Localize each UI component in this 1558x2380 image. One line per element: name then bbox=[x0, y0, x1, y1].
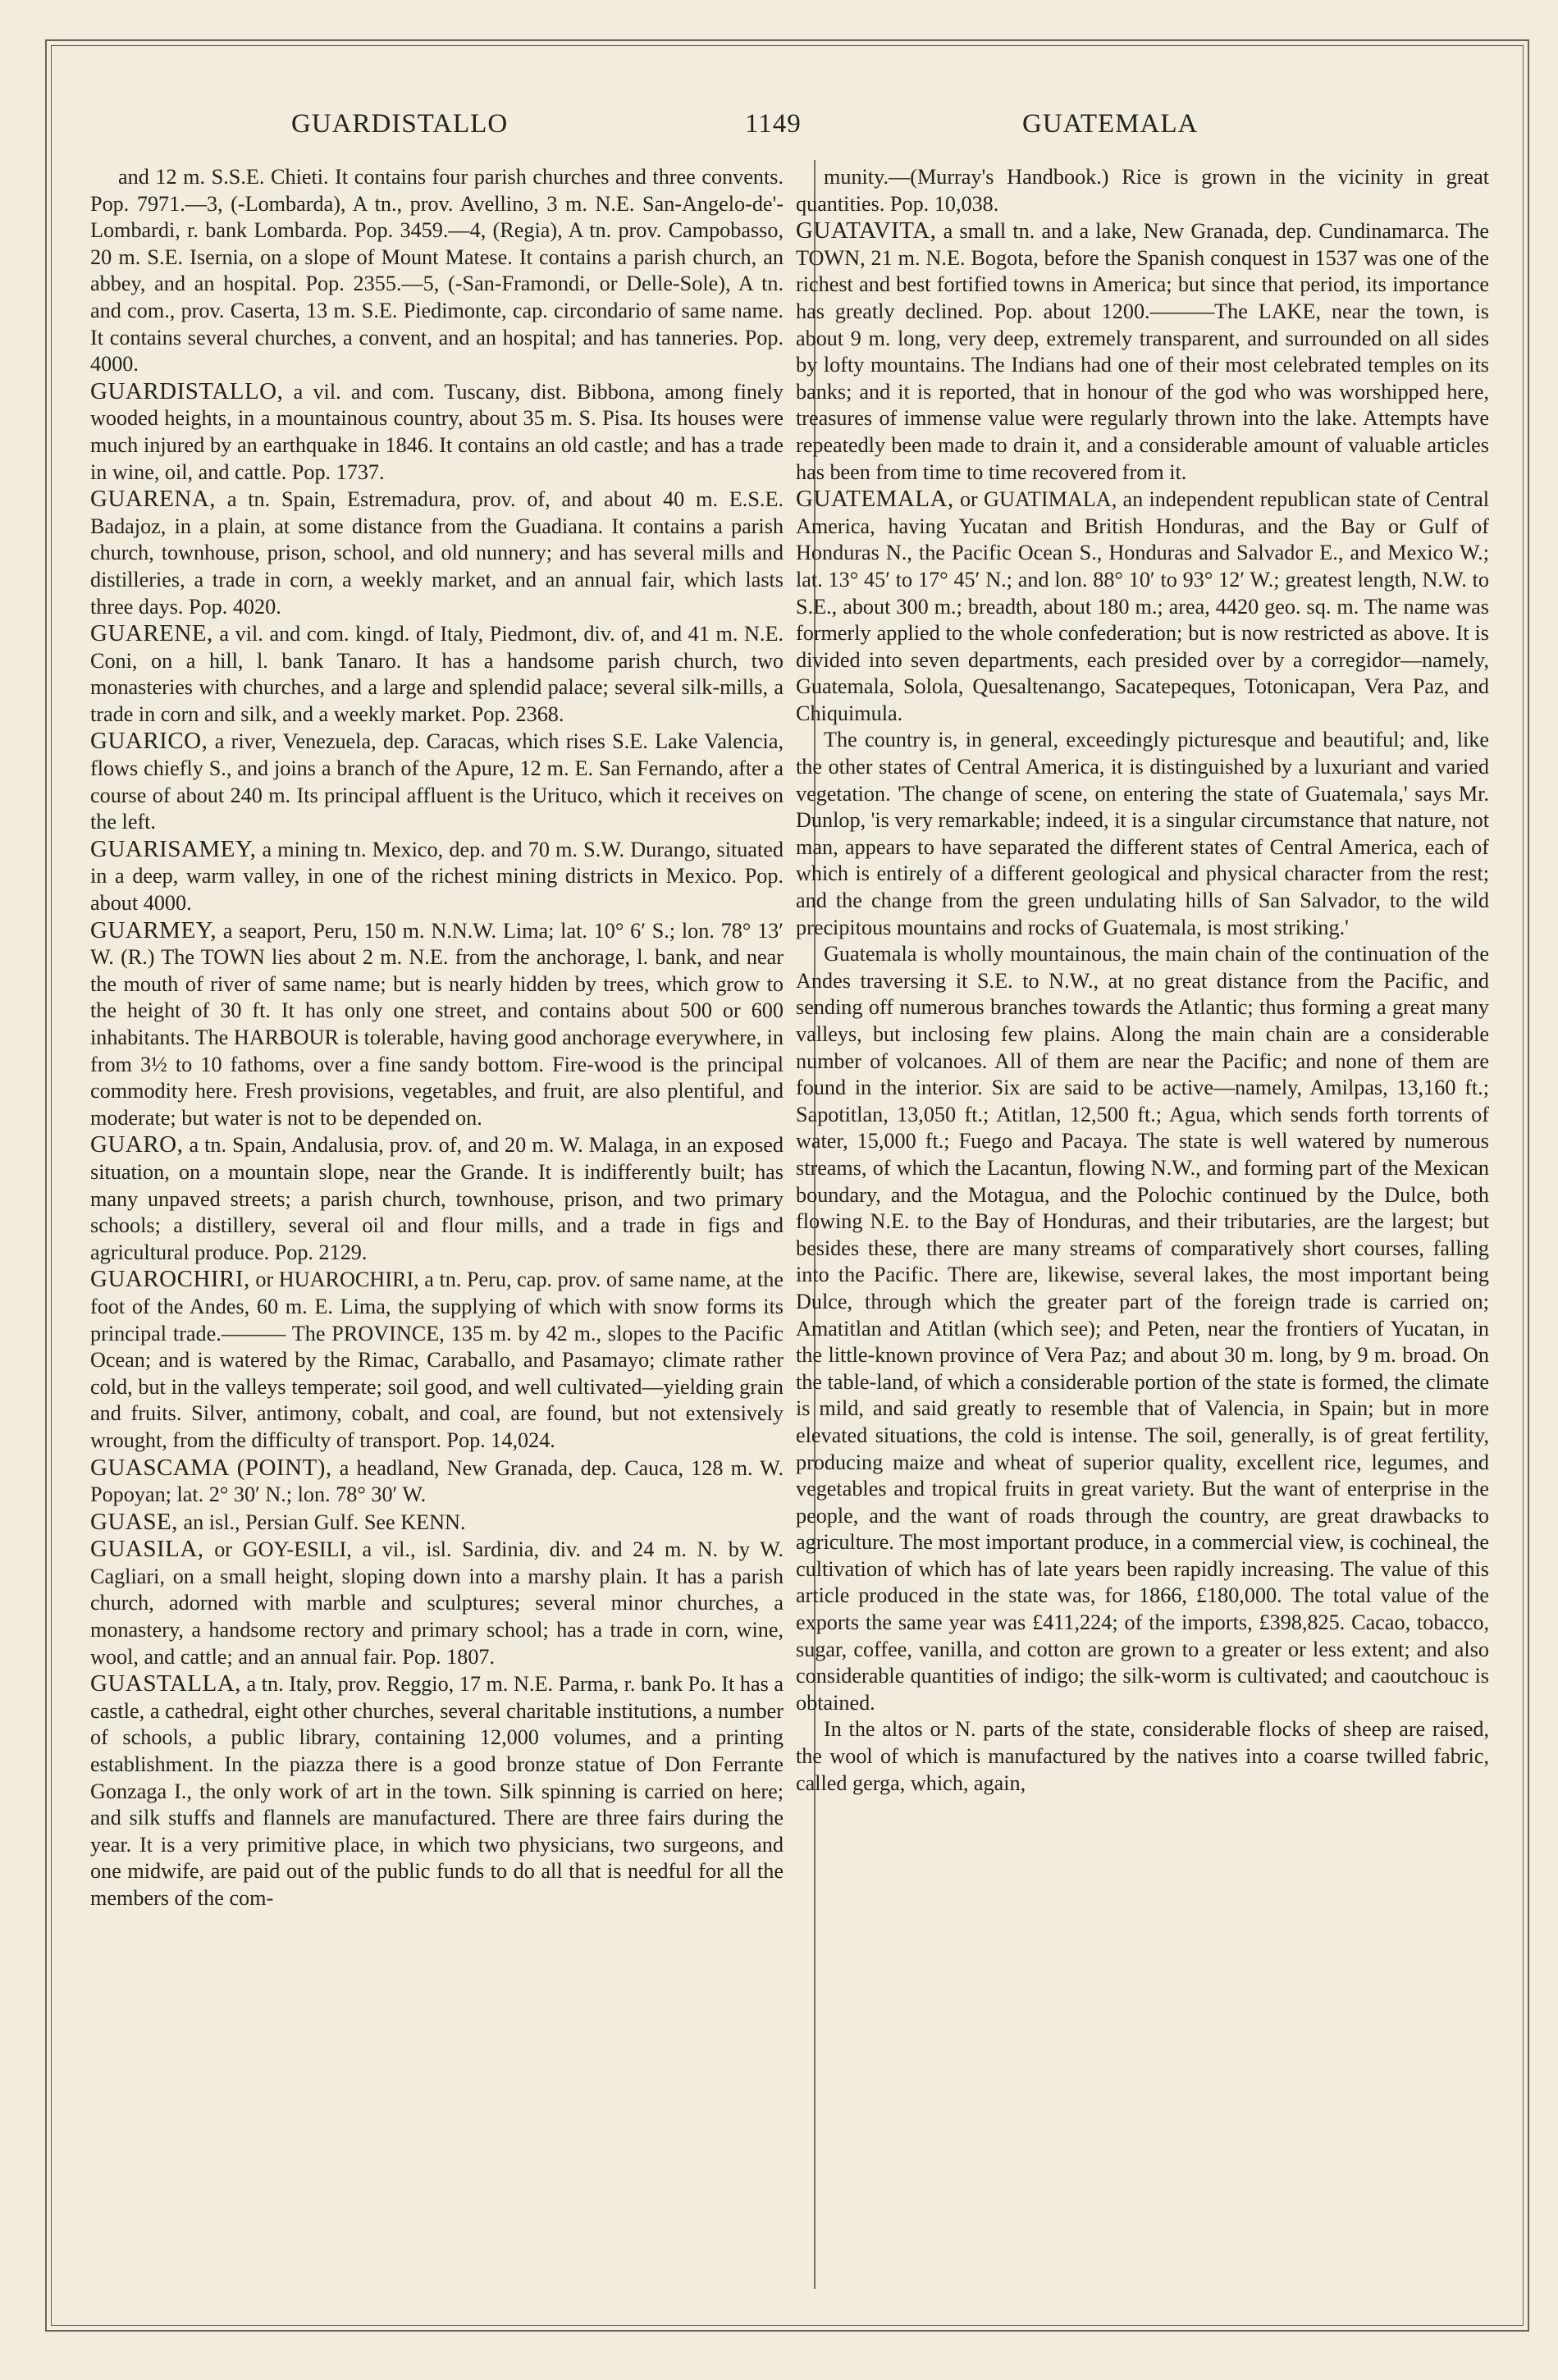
page-number: 1149 bbox=[745, 109, 802, 139]
entry-text: an isl., Persian Gulf. See KENN. bbox=[177, 1510, 466, 1534]
gazetteer-entry bbox=[90, 620, 784, 728]
gazetteer-entry bbox=[796, 486, 1489, 727]
entry-headword: GUASTALLA, bbox=[90, 1670, 241, 1697]
gazetteer-entry bbox=[90, 1266, 784, 1454]
entry-headword: GUARISAMEY, bbox=[90, 835, 257, 862]
entry-headword: GUARO, bbox=[90, 1131, 184, 1158]
running-header bbox=[57, 78, 1508, 139]
entry-headword: GUASE, bbox=[90, 1508, 178, 1535]
entry-text: a mining tn. Mexico, dep. and 70 m. S.W. Durango, situated in a deep, warm valley, in one of the richest mining districts in Mexico. Pop. about 4000. bbox=[90, 837, 784, 916]
paragraph: munity.—(Murray's Handbook.) Rice is grown in the vicinity in great quantities. Pop. 10,038. bbox=[796, 165, 1489, 216]
gazetteer-page bbox=[57, 78, 1508, 2309]
gazetteer-entry bbox=[796, 217, 1489, 486]
entry-text: a seaport, Peru, 150 m. N.N.W. Lima; lat. 10° 6′ S.; lon. 78° 13′ W. (R.) The TOWN lies about 2 m. N.E. from the anchorage, l. bank, and near the mouth of river of same name; but is nearly hidden by trees, which grow to the height of 30 ft. It has only one street, and contains about 500 or 600 inhabitants. The HARBOUR is tolerable, having good anchorage everywhere, in from 3½ to 10 fathoms, over a fine sandy bottom. Fire-wood is the principal commodity here. Fresh provisions, vegetables, and fruit, are also plentiful, and moderate; but water is not to be depended on. bbox=[90, 918, 784, 1130]
header-left-title: GUARDISTALLO bbox=[291, 109, 509, 139]
entry-text: a vil. and com. Tuscany, dist. Bibbona, among finely wooded heights, in a mountainous country, about 35 m. S. Pisa. Its houses were much injured by an earthquake in 1846. It contains an old castle; and has a trade in wine, oil, and cattle. Pop. 1737. bbox=[90, 379, 784, 484]
gazetteer-entry bbox=[90, 1670, 784, 1912]
entry-headword: GUASILA, bbox=[90, 1536, 204, 1563]
entry-text: a headland, New Granada, dep. Cauca, 128 m. W. Popoyan; lat. 2° 30′ N.; lon. 78° 30′ W. bbox=[90, 1455, 784, 1507]
entry-headword: GUARICO, bbox=[90, 728, 208, 755]
entry-headword: GUARMEY, bbox=[90, 916, 217, 943]
gazetteer-entry bbox=[90, 1509, 784, 1537]
gazetteer-entry bbox=[90, 1536, 784, 1670]
left-column bbox=[90, 164, 784, 2289]
entry-headword: GUATAVITA, bbox=[796, 217, 937, 244]
entry-headword: GUARENE, bbox=[90, 620, 213, 647]
entry-text: a tn. Spain, Estremadura, prov. of, and about 40 m. E.S.E. Badajoz, in a plain, at some distance from the Guadiana. It contains a parish church, townhouse, prison, school, and old nunnery; and has several mills and distilleries, a trade in corn, a weekly market, and an annual fair, which lasts three days. Pop. 4020. bbox=[90, 487, 784, 619]
entry-headword: GUASCAMA (POINT), bbox=[90, 1454, 332, 1481]
entry-headword: GUARENA, bbox=[90, 486, 217, 513]
gazetteer-entry bbox=[90, 728, 784, 835]
entry-text: a small tn. and a lake, New Granada, dep. Cundinamarca. The TOWN, 21 m. N.E. Bogota, before the Spanish conquest in 1537 was one of the richest and best fortified towns in America; but since that period, its importance has greatly declined. Pop. about 1200.———The LAKE, near the town, is about 9 m. long, very deep, extremely transparent, and surrounded on all sides by lofty mountains. The Indians had one of their most celebrated temples on its banks; and it is reported, that in honour of the god who was worshipped here, treasures of immense value were regularly thrown into the lake. Attempts have repeatedly been made to drain it, and a considerable amount of valuable articles has been from time to time recovered from it. bbox=[796, 219, 1489, 484]
entry-text: or GOY-ESILI, a vil., isl. Sardinia, div. and 24 m. N. by W. Cagliari, on a small height, sloping down into a marshy plain. It has a parish church, adorned with marble and sculptures; several minor churches, a monastery, a handsome rectory and primary school; has a trade in corn, wine, wool, and cattle; and an annual fair. Pop. 1807. bbox=[90, 1537, 784, 1669]
entry-text: a tn. Spain, Andalusia, prov. of, and 20 m. W. Malaga, in an exposed situation, on a mountain slope, near the Grande. It is indifferently built; has many unpaved streets; a parish church, townhouse, prison, and two primary schools; a distillery, several oil and flour mills, and a trade in figs and agricultural produce. Pop. 2129. bbox=[90, 1133, 784, 1264]
entry-headword: GUATEMALA, bbox=[796, 486, 954, 513]
paragraph: The country is, in general, exceedingly picturesque and beautiful; and, like the other states of Central America, it is distinguished by a luxuriant and varied vegetation. 'The change of scene, on entering the state of Guatemala,' says Mr. Dunlop, 'is very remarkable; indeed, it is a singular circumstance that nature, not man, appears to have separated the different states of Central America, each of which is entirely of a different geological and physical character from the rest; and the change from the green undulating hills of San Salvador, to the wild precipitous mountains and rocks of Guatemala, is most striking.' bbox=[796, 728, 1489, 939]
entry-headword: GUAROCHIRI, bbox=[90, 1266, 250, 1293]
gazetteer-entry bbox=[90, 378, 784, 486]
entry-text: a river, Venezuela, dep. Caracas, which rises S.E. Lake Valencia, flows chiefly S., and joins a branch of the Apure, 12 m. E. San Fernando, after a course of about 240 m. Its principal affluent is the Urituco, which it receives on the left. bbox=[90, 729, 784, 834]
gazetteer-entry bbox=[90, 486, 784, 620]
gazetteer-entry bbox=[90, 1455, 784, 1509]
gazetteer-entry bbox=[90, 836, 784, 917]
entry-text: a tn. Italy, prov. Reggio, 17 m. N.E. Parma, r. bank Po. It has a castle, a cathedral, eight other churches, several charitable institutions, a number of schools, a public library, containing 12,000 volumes, and a printing establishment. In the piazza there is a good bronze statue of Don Ferrante Gonzaga I., the only work of art in the town. Silk spinning is carried on here; and silk stuffs and flannels are manufactured. There are three fairs during the year. It is a very primitive place, in which two physicians, two surgeons, and one midwife, are paid out of the public funds to do all that is needful for all the members of the com- bbox=[90, 1672, 784, 1910]
gazetteer-entry bbox=[90, 1131, 784, 1266]
right-column bbox=[796, 164, 1489, 2289]
paragraph: Guatemala is wholly mountainous, the main chain of the continuation of the Andes traversing it S.E. to N.W., at no great distance from the Pacific, and sending off numerous branches towards the Atlantic; thus forming a great many valleys, but inclosing few plains. Along the main chain are a considerable number of volcanoes. All of them are near the Pacific; and none of them are found in the interior. Six are said to be active—namely, Amilpas, 13,160 ft.; Sapotitlan, 13,050 ft.; Atitlan, 12,500 ft.; Agua, which sends forth torrents of water, 15,000 ft.; Fuego and Pacaya. The state is well watered by numerous streams, of which the Lacantun, flowing N.W., and forming part of the Mexican boundary, and the Motagua, and the Polochic continued by the Dulce, both flowing N.E. to the Bay of Honduras, and their tributaries, are the largest; but besides these, there are many streams of comparatively short courses, falling into the Pacific. There are, likewise, several lakes, the most important being Dulce, through which the greater part of the foreign trade is carried on; Amatitlan and Atitlan (which see); and Peten, near the frontiers of Yucatan, in the little-known province of Vera Paz; and about 30 m. long, by 9 m. broad. On the table-land, of which a considerable portion of the state is formed, the climate is mild, and said greatly to resemble that of Valencia, in Spain; but in more elevated situations, the cold is intense. The soil, generally, is of great fertility, producing maize and wheat of superior quality, excellent rice, legumes, and vegetables and tropical fruits in great variety. But the want of enterprise in the people, and the want of roads through the country, are great drawbacks to agriculture. The most important produce, in a commercial view, is cochineal, the cultivation of which has of late years been rapidly increasing. The value of this article produced in the state was, for 1866, £180,000. The total value of the exports the same year was £411,224; of the imports, £398,825. Cacao, tobacco, sugar, coffee, vanilla, and cotton are grown to a greater or less extent; and also considerable quantities of indigo; the silk-worm is cultivated; and caoutchouc is obtained. bbox=[796, 942, 1489, 1715]
entry-headword: GUARDISTALLO, bbox=[90, 377, 284, 404]
paragraph: and 12 m. S.S.E. Chieti. It contains four parish churches and three convents. Pop. 7971.—3, (-Lombarda), A tn., prov. Avellino, 3 m. N.E. San-Angelo-de'-Lombardi, r. bank Lombarda. Pop. 3459.—4, (Regia), A tn. prov. Campobasso, 20 m. S.E. Isernia, on a slope of Mount Matese. It contains a parish church, an abbey, and an hospital. Pop. 2355.—5, (-San-Framondi, or Delle-Sole), A tn. and com., prov. Caserta, 13 m. S.E. Piedimonte, cap. circondario of same name. It contains several churches, a convent, and an hospital; and has tanneries. Pop. 4000. bbox=[90, 165, 784, 377]
paragraph: In the altos or N. parts of the state, considerable flocks of sheep are raised, the wool of which is manufactured by the natives into a coarse twilled fabric, called gerga, which, again, bbox=[796, 1717, 1489, 1795]
entry-text: a vil. and com. kingd. of Italy, Piedmont, div. of, and 41 m. N.E. Coni, on a hill, l. bank Tanaro. It has a handsome parish church, two monasteries with churches, and a large and splendid palace; several silk-mills, a trade in corn and silk, and a weekly market. Pop. 2368. bbox=[90, 622, 784, 726]
entry-text: or HUAROCHIRI, a tn. Peru, cap. prov. of same name, at the foot of the Andes, 60 m. E. Lima, the supplying of which with snow forms its principal trade.——— The PROVINCE, 135 m. by 42 m., slopes to the Pacific Ocean; and is watered by the Rimac, Caraballo, and Pasamayo; climate rather cold, but in the valleys temperate; soil good, and well cultivated—yielding grain and fruits. Silver, antimony, cobalt, and coal, are found, but not extensively wrought, from the difficulty of transport. Pop. 14,024. bbox=[90, 1268, 784, 1452]
gazetteer-entry bbox=[90, 917, 784, 1132]
entry-text: or GUATIMALA, an independent republican state of Central America, having Yucatan and British Honduras, and the Bay or Gulf of Honduras N., the Pacific Ocean S., Honduras and Salvador E., and Mexico W.; lat. 13° 45′ to 17° 45′ N.; and lon. 88° 10′ to 93° 12′ W.; greatest length, N.W. to S.E., about 300 m.; breadth, about 180 m.; area, 4420 geo. sq. m. The name was formerly applied to the whole confederation; but is now restricted as above. It is divided into seven departments, each presided over by a corregidor—namely, Guatemala, Solola, Quesaltenango, Sacatepeques, Totonicapan, Vera Paz, and Chiquimula. bbox=[796, 487, 1489, 725]
header-right-title: GUATEMALA bbox=[1022, 109, 1199, 139]
